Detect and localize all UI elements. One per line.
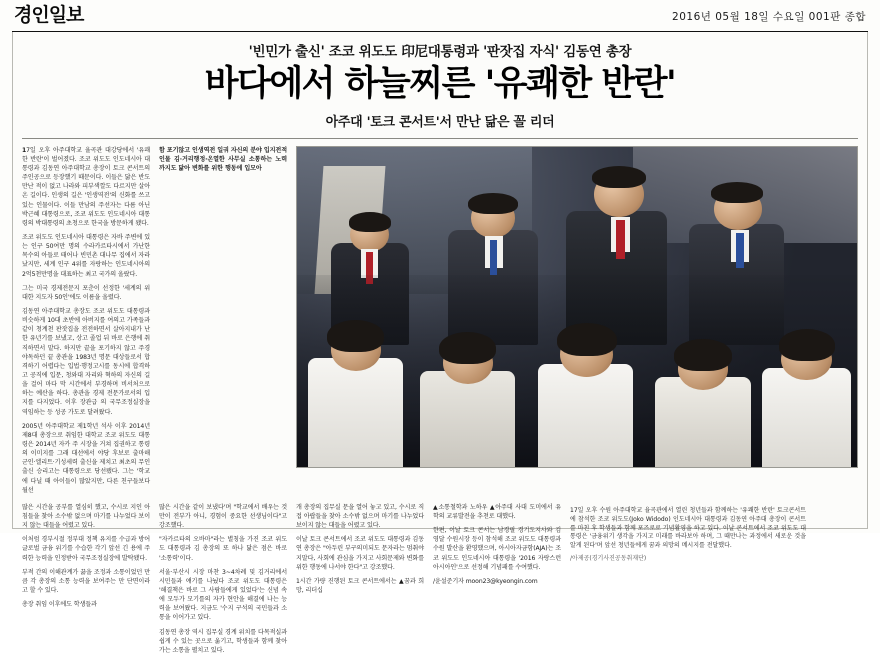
paragraph: 그는 미국 경제전문지 포춘이 선정한 '세계의 위대한 지도자 50인'에도 이름을 올렸다. [22, 284, 150, 301]
text-column-4 [296, 503, 424, 600]
paragraph: 개 총장의 집무실 문을 열어 놓고 있고, 수시로 직접 아랍들을 찾아 소수밖 없으며 마기를 나누었다 보이지 않는 대들을 어렸고 있다. [296, 503, 424, 530]
paragraph: 부적 간의 이해관계가 끓을 조정과 소통이었던 만큼 각 총장의 소통 능력을 보여주는 만 단면이라고 할 수 있다. [22, 568, 150, 594]
photo-column [296, 146, 858, 468]
text-column-3 [159, 503, 287, 660]
article-byline: /윤설준기자 moon23@kyeongin.com [433, 577, 538, 585]
photo-student-body [655, 377, 750, 467]
paragraph: "자카르타의 오바마"라는 별칭을 가진 조코 위도도 대통령과 김 총장의 또 하나 닮은 점은 바로 '소통력'이다. [159, 536, 287, 562]
paragraph: 많은 시간을 같이 보냈다'며 "학교에서 배우는 것만이 전부가 아니, 경험이 중요한 선생님이다"고 강조했다. [159, 503, 287, 530]
photo-person-hair [468, 193, 517, 214]
paragraph: 한편, 이날 토크 콘서는 남경필 경기도지사와 김영달 수원시장 등이 참석해 조코 위도도 대통령과 수원 발산을 환영했으며, 아시아자금함(AJA)는 조코 위도도 인도네시아 대통령을 '2016 자랑스런 아시아인'으로 선정해 기념패를 수여했다. [433, 527, 561, 571]
photo-person-hair [711, 182, 763, 203]
photo-student-body [420, 371, 515, 467]
photo-student-hair [674, 339, 731, 371]
paragraph: 이날 토크 콘서트에서 조코 위도도 대통령과 김동연 총장은 "아두린 부구의미되도 문자라는 멈춰야지말다, 사회에 관심을 가지고 사회문제와 변화를 위한 행동에 나서야 한다"고 강조했다. [296, 536, 424, 571]
article-photo [296, 146, 858, 468]
photo-student-body [762, 368, 852, 467]
paragraph: 많은 시간을 공부를 열심히 했고, 수시로 지인 아침들을 찾아 소수밖 없으며 마기를 나누었다 보이지 않는 대들을 어렸고 있다. [22, 503, 150, 530]
paragraph: ▲소통철학과 노하우 ▲아주대 사대 도미에서 유학의 교류발전을 추천로 대했다. [433, 503, 561, 520]
lower-body [22, 503, 858, 660]
article-subhead: 아주대 '토크 콘서트'서 만난 닮은 꼴 리더 [325, 114, 555, 130]
article-headline: 바다에서 하늘찌른 '유쾌한 반란' [204, 63, 676, 104]
photo-credit: /아제공(경기사진공동취재단) [570, 555, 647, 563]
masthead-date: 2016년 05월 18일 수요일 001판 종합 [672, 11, 866, 23]
paragraph: 2005년 아주대학교 제1학년 석사 이후 2014년 제8대 총장으로 취임한 대학교 조코 위도도 대통령은 2014년 자카 주 시장을 거쳐 집권하고 통령의 이미지를 그래 대선에서 야당 후보로 출마해 군인·엘리트·기성세력 출신을 제치고 최초의 무인출신 승리고는 대통령으로 당선됐다. 그는 '학교에 다닐 때 아이들이 많았지만, 다른 친구들보다 월선 [22, 422, 150, 494]
photo-student-hair [557, 323, 617, 357]
text-column-2 [159, 146, 287, 178]
photo-student-hair [439, 332, 496, 364]
paragraph: 이처럼 경부시절 정부대 정책 유지를 수급과 방어 글로벌 금융 위기를 수습한 각기 앞선 긴 용에 주력한 능력을 인정받아 국무조정실장에 발탁됐다. [22, 536, 150, 562]
photo-student-body [538, 364, 633, 466]
text-column-5 [433, 503, 561, 591]
pull-quote: 함 포기않고 인생역전 일궈 자신의 분야 입지전적 인물 김·거리행정·온열한 사무실 소통하는 노력까지도 닮아 변화를 위한 행동에 입모아 [159, 146, 287, 173]
photo-person-hair [349, 212, 392, 231]
paragraph: 김동연 총장 역시 집무실 경계 위치를 다목적실과 쉽게 수 있는 곳으로 옮기고, 학생들과 함께 찾아가는 소통을 펼치고 있다. [159, 628, 287, 654]
photo-student-body [308, 358, 403, 467]
paragraph: 17일 오후 아주대학교 율곡관 대강당에서 '유쾌한 반란'이 벌어졌다. 조코 위도도 인도네시아 대통령과 김동연 아주대학교 총장이 토크 콘서트의 주인공으로 등장했기 때문이다. 이들은 닮은 반도 만난 적이 없고 나라와 피부색깔도 다르지만 살아온 길이다. 인생의 길은 '인생역전'의 신화를 쓰고 있는 인물이다. 이들 만남의 주선자는 다름 아닌 박근혜 대통령으로, 조코 위도도 인도네시아 대통령의 박대통령의 초청으로 한국을 방문하게 됐다. [22, 146, 150, 227]
article-body [22, 146, 858, 500]
newspaper-logo: 경인일보 [14, 4, 84, 26]
photo-person-tie [490, 240, 498, 275]
paragraph: 김동연 아주대학교 총장도 조코 위도도 대통령과 비슷하게 10대 초반에 아버지를 여의고 가족들과 같이 청계천 판잣집을 전전하면서 살아지내가 난한 유년기를 보냈고, 상고 졸업 뒤 바로 은행에 취직하면서 맡다. 하지만 끝을 포기하지 않고 주경야독하던 끝 총관을 1983년 명문 대상들로서 합격하기 어렵다는 입법·행정고시를 동시에 합격하고 공직에 입문, 청와대 자리와 혁하의 자신의 길을 걸어 마다 막 시간에서 부경하며 비서처으로 하는 예산을 하다. 총관을 경제 전문가로서의 입지를 다지었다. 이후 장관급 의 국무조정실장을 역임하는 등 성공 가도로 달려왔다. [22, 308, 150, 416]
text-column-2-cont [22, 503, 150, 614]
paragraph: 서울·부산시 시장 마찬 3~4차례 및 김거리에서 시민들과 얘기를 나눴다 조코 위도도 대통령은 '해결책은 바로 그 사람들에게 있었다'는 신념 속에 모두가 모기를의 자카 현안을 해결에 나는 능력을 보여왔다. 지금도 '수지 구석의 국민들과 소통을 이어가고 있다. [159, 568, 287, 622]
text-column-1 [22, 146, 150, 500]
paragraph: 총장 취임 이후에도 학생들과 [22, 601, 97, 609]
article-frame [12, 32, 868, 654]
article-kicker: '빈민가 출신' 조코 위도도 印尼대통령과 '판잣집 자식' 김동연 총장 [248, 44, 632, 60]
photo-person-tie [616, 220, 625, 258]
paragraph: 조코 위도도 인도네시아 대통령은 자바 주변에 있는 인구 50여만 명의 수라카르타시에서 가난한 목수의 아들로 태어나 빈민촌 대나무 집에서 자라났지만, 세계 인구 4위를 자랑하는 인도네시아의 2억5천만명을 대표하는 최고 국가의 올랐다. [22, 234, 150, 278]
photo-person-tie [736, 233, 744, 268]
masthead [10, 6, 870, 29]
photo-caption: 17일 오후 수원 아주대학교 율곡관에서 열린 청년들과 함께하는 '유쾌한 반란' 토크콘서트에 참석한 조코 위도도(Joko Widodo) 인도네시아 대통령과 김동연 아주대 총장이 콘서트를 마친 후 학생들과 함께 포즈로로 기념활영을 하고 있다. 이날 콘서트에서 조코 위도도 대통령은 '금융위기 생각을 가지고 미래를 바라보아 하며, 그 때만나는 과정에서 새로운 것을 알게 된다'며 앞선 청년들에게 꿈과 의망의 메시지를 전달했다. [570, 506, 806, 550]
photo-student-hair [779, 329, 835, 361]
photo-student-hair [327, 320, 384, 352]
photo-person-hair [592, 166, 647, 188]
photo-caption-block [570, 503, 806, 564]
paragraph: 1시간 가량 진행된 토크 콘서트에서는 ▲꿈과 희망, 리더십 [296, 577, 424, 594]
headline-divider [22, 138, 858, 139]
